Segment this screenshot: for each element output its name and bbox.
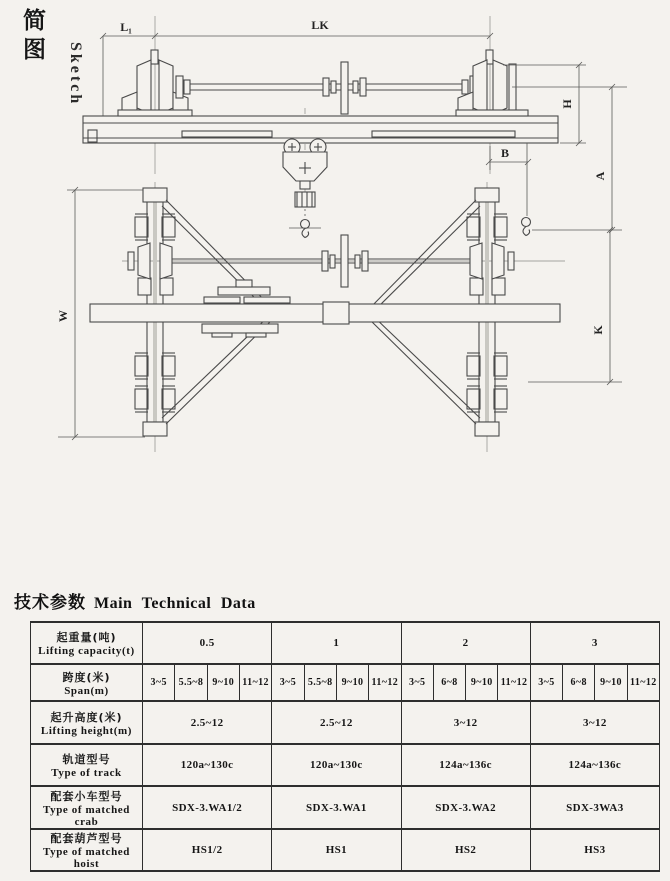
row-lifting-capacity (31, 622, 660, 664)
dim-label-lk: LK (311, 18, 329, 32)
sketch-title-cn: 简图 (19, 8, 45, 66)
table-title-en: Main Technical Data (94, 595, 256, 612)
height-value: 3~12 (530, 701, 659, 744)
span-value: 5.5~8 (175, 664, 207, 701)
row-label-capacity: 起重量(吨) Lifting capacity(t) (31, 622, 143, 664)
dim-label-a: A (593, 171, 607, 181)
lower-sketch (56, 182, 622, 452)
height-value: 2.5~12 (272, 701, 401, 744)
hook-icon (522, 218, 531, 236)
upper-sketch (83, 16, 627, 238)
end-hoist-position (522, 143, 531, 236)
row-label-hoist: 配套葫芦型号 Type of matched hoist (31, 829, 143, 871)
row-matched-crab (31, 786, 660, 829)
height-value: 2.5~12 (143, 701, 272, 744)
span-value: 11~12 (627, 664, 659, 701)
span-value: 3~5 (143, 664, 175, 701)
span-value: 9~10 (466, 664, 498, 701)
span-value: 5.5~8 (304, 664, 336, 701)
right-wheel-unit (456, 50, 528, 116)
span-value: 3~5 (272, 664, 304, 701)
capacity-value: 0.5 (143, 622, 272, 664)
track-value: 120a~130c (272, 744, 401, 786)
row-track-type (31, 744, 660, 786)
hoist-value: HS2 (401, 829, 530, 871)
crab-value: SDX-3.WA1/2 (143, 786, 272, 829)
hook-icon (301, 220, 310, 238)
dim-label-b: B (500, 146, 510, 160)
row-matched-hoist (31, 829, 660, 871)
technical-data-table (30, 621, 660, 872)
dim-label-w: W (56, 310, 70, 322)
row-lifting-height (31, 701, 660, 744)
row-label-span: 跨度(米) Span(m) (31, 664, 143, 701)
track-value: 124a~136c (401, 744, 530, 786)
crab-value: SDX-3WA3 (530, 786, 659, 829)
table-section-title (14, 588, 256, 613)
span-value: 11~12 (239, 664, 271, 701)
row-label-height: 起升高度(米) Lifting height(m) (31, 701, 143, 744)
span-value: 6~8 (433, 664, 465, 701)
span-value: 9~10 (336, 664, 368, 701)
row-span (31, 664, 660, 701)
span-value: 6~8 (563, 664, 595, 701)
row-label-crab: 配套小车型号 Type of matched crab (31, 786, 143, 829)
dim-label-l1: L₁ (120, 20, 132, 34)
table-title-cn: 技术参数 (14, 593, 86, 613)
hoist-value: HS3 (530, 829, 659, 871)
span-value: 11~12 (369, 664, 401, 701)
crab-value: SDX-3.WA1 (272, 786, 401, 829)
span-value: 9~10 (207, 664, 239, 701)
capacity-value: 2 (401, 622, 530, 664)
dim-label-h: H (560, 99, 574, 109)
track-value: 124a~136c (530, 744, 659, 786)
hoist-trolley (283, 139, 327, 238)
span-value: 9~10 (595, 664, 627, 701)
crab-value: SDX-3.WA2 (401, 786, 530, 829)
height-value: 3~12 (401, 701, 530, 744)
hoist-value: HS1 (272, 829, 401, 871)
cross-shaft (190, 62, 463, 114)
track-value: 120a~130c (143, 744, 272, 786)
row-label-track: 轨道型号 Type of track (31, 744, 143, 786)
sketch-title-en: Sketch (67, 42, 84, 107)
dim-label-k: K (591, 325, 605, 335)
span-value: 3~5 (530, 664, 562, 701)
hoist-value: HS1/2 (143, 829, 272, 871)
span-value: 11~12 (498, 664, 530, 701)
capacity-value: 1 (272, 622, 401, 664)
capacity-value: 3 (530, 622, 659, 664)
span-value: 3~5 (401, 664, 433, 701)
